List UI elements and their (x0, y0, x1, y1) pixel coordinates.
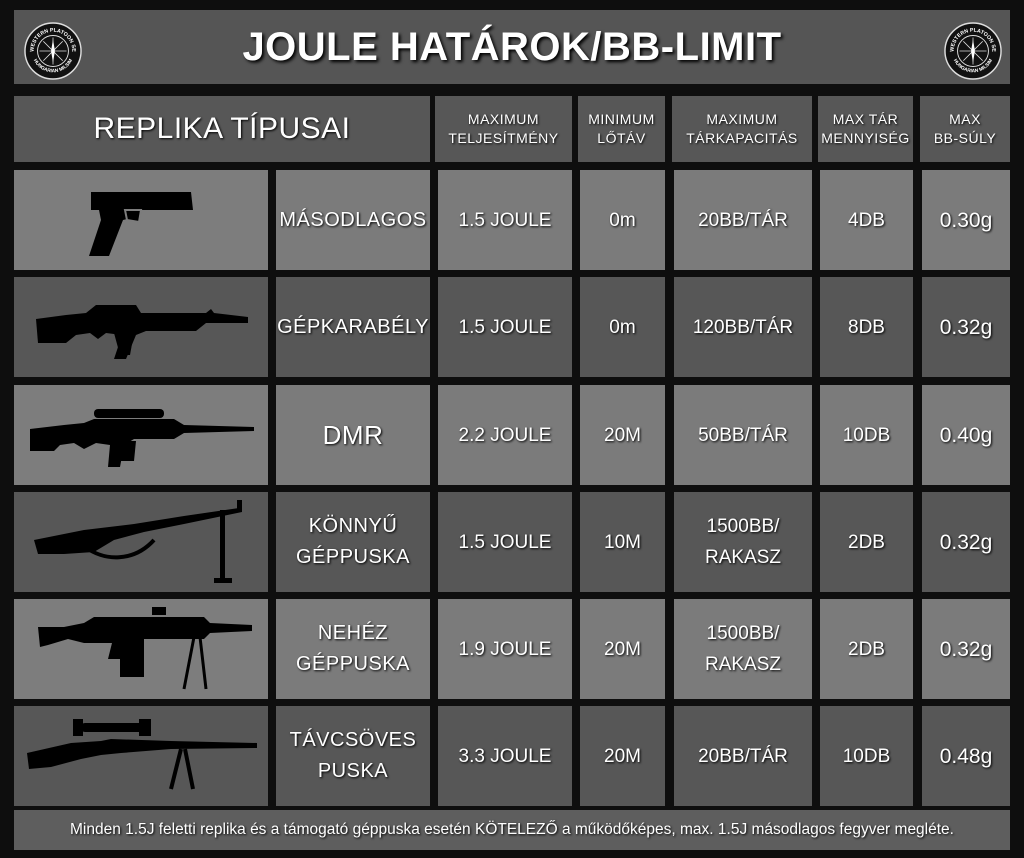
replica-name: NEHÉZ GÉPPUSKA (276, 599, 430, 699)
mag-count-value: 10DB (820, 385, 913, 485)
replica-name: DMR (276, 385, 430, 485)
min-distance-value: 20M (580, 385, 665, 485)
dmr-rifle-silhouette-icon (24, 395, 259, 475)
title-bar (14, 10, 1010, 84)
header-max-mag-count: MAX TÁR MENNYISÉG (818, 96, 913, 162)
mag-count-value: 4DB (820, 170, 913, 270)
bb-weight-value: 0.30g (922, 170, 1010, 270)
weapon-image-cell (14, 492, 268, 592)
max-power-value: 1.5 JOULE (438, 492, 572, 592)
header-min-distance: MINIMUM LŐTÁV (578, 96, 665, 162)
weapon-image-cell (14, 599, 268, 699)
max-capacity-value: 1500BB/ RAKASZ (674, 599, 812, 699)
logo-top-text: WESTERN PLATOON SE (29, 27, 77, 53)
max-capacity-value: 20BB/TÁR (674, 706, 812, 806)
max-power-value: 3.3 JOULE (438, 706, 572, 806)
weapon-image-cell (14, 385, 268, 485)
min-distance-value: 10M (580, 492, 665, 592)
weapon-image-cell (14, 170, 268, 270)
bb-weight-value: 0.32g (922, 492, 1010, 592)
header-max-power: MAXIMUM TELJESÍTMÉNY (435, 96, 572, 162)
bb-weight-value: 0.48g (922, 706, 1010, 806)
replica-name: KÖNNYŰ GÉPPUSKA (276, 492, 430, 592)
bb-weight-value: 0.40g (922, 385, 1010, 485)
max-capacity-value: 120BB/TÁR (674, 277, 812, 377)
mag-count-value: 2DB (820, 492, 913, 592)
replica-name: GÉPKARABÉLY (276, 277, 430, 377)
carbine-silhouette-icon (26, 287, 256, 367)
logo-top-text: WESTERN PLATOON SE (949, 27, 997, 53)
max-power-value: 1.5 JOULE (438, 277, 572, 377)
max-capacity-value: 50BB/TÁR (674, 385, 812, 485)
max-power-value: 1.9 JOULE (438, 599, 572, 699)
min-distance-value: 20M (580, 706, 665, 806)
header-replica-types: REPLIKA TÍPUSAI (14, 96, 430, 162)
min-distance-value: 0m (580, 277, 665, 377)
logo-bottom-text: HUNGARIAN MILSIM (31, 58, 75, 75)
mag-count-value: 10DB (820, 706, 913, 806)
max-power-value: 2.2 JOULE (438, 385, 572, 485)
max-capacity-value: 1500BB/ RAKASZ (674, 492, 812, 592)
western-platoon-logo-right (944, 22, 1002, 80)
min-distance-value: 20M (580, 599, 665, 699)
bb-weight-value: 0.32g (922, 599, 1010, 699)
page-title: JOULE HATÁROK/BB-LIMIT (242, 24, 782, 69)
weapon-image-cell (14, 277, 268, 377)
min-distance-value: 0m (580, 170, 665, 270)
header-max-bb-weight: MAX BB-SÚLY (920, 96, 1010, 162)
max-power-value: 1.5 JOULE (438, 170, 572, 270)
bb-weight-value: 0.32g (922, 277, 1010, 377)
logo-bottom-text: HUNGARIAN MILSIM (951, 58, 995, 75)
western-platoon-logo-left (24, 22, 82, 80)
heavy-machine-gun-silhouette-icon (24, 603, 259, 695)
mag-count-value: 2DB (820, 599, 913, 699)
light-machine-gun-silhouette-icon (24, 496, 259, 588)
replica-name: MÁSODLAGOS (276, 170, 430, 270)
mag-count-value: 8DB (820, 277, 913, 377)
weapon-image-cell (14, 706, 268, 806)
replica-name: TÁVCSÖVES PUSKA (276, 706, 430, 806)
pistol-silhouette-icon (81, 180, 201, 260)
footer-note: Minden 1.5J feletti replika és a támogató géppuska esetén KÖTELEZŐ a működőképes, max. 1.5J másodlagos fegyver megléte. (14, 810, 1010, 850)
max-capacity-value: 20BB/TÁR (674, 170, 812, 270)
header-max-capacity: MAXIMUM TÁRKAPACITÁS (672, 96, 812, 162)
sniper-rifle-silhouette-icon (21, 711, 261, 801)
